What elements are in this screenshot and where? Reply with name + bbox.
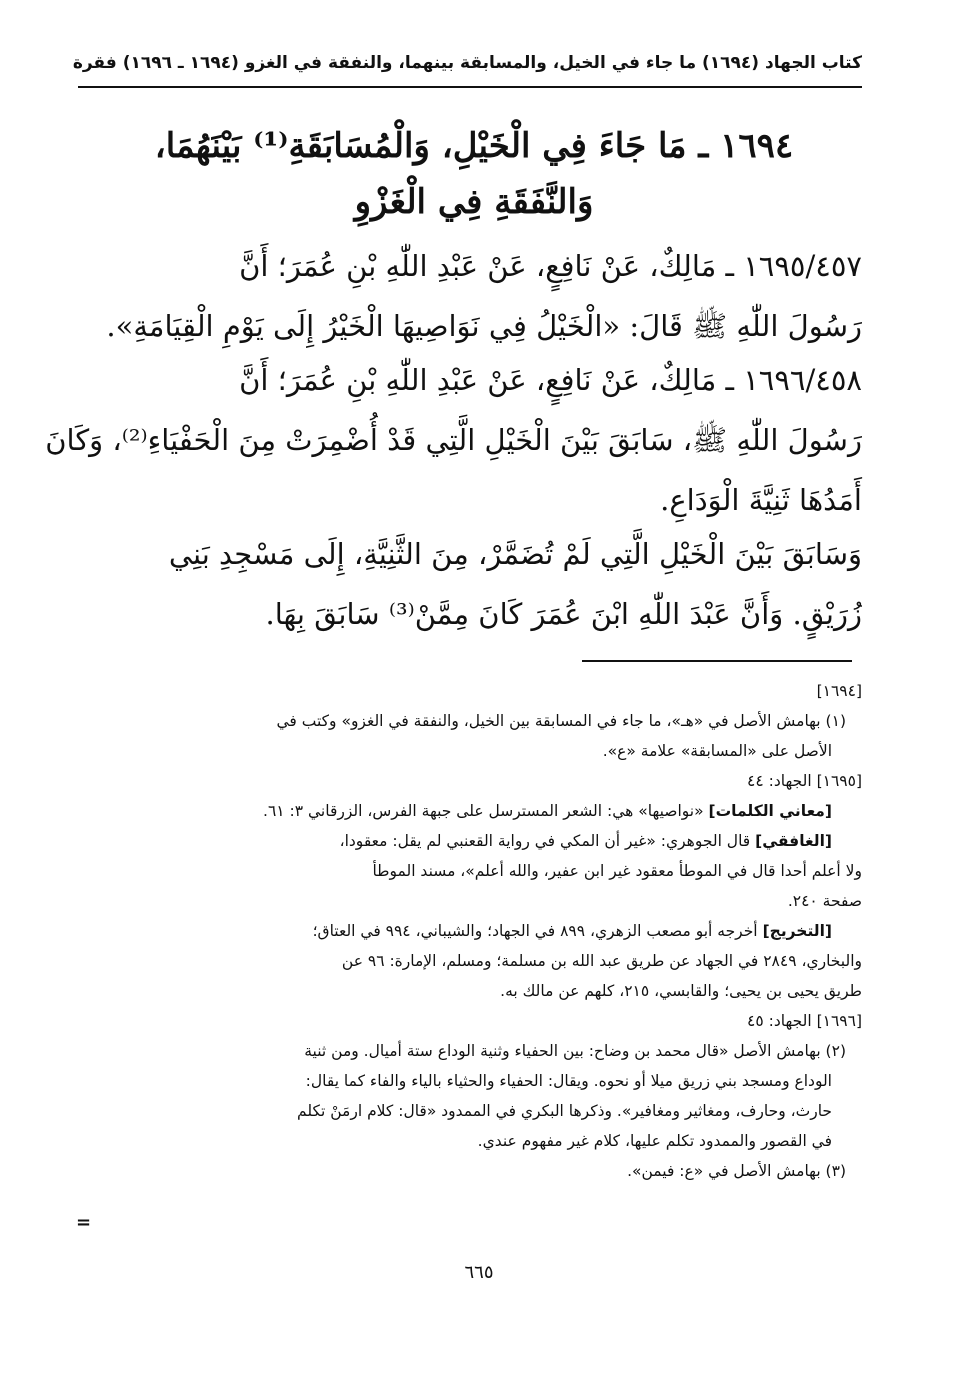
hadith-1695-line-2: رَسُولَ اللّٰهِ ﷺ قَالَ: «الْخَيْلُ فِي نَوَاصِيهَا الْخَيْرُ إِلَى يَوْمِ الْقِيَامَةِ». xyxy=(106,309,862,343)
takhrij-line xyxy=(76,916,862,946)
chapter-title xyxy=(80,118,868,230)
chapter-title-line-1: ١٦٩٤ ـ مَا جَاءَ فِي الْخَيْلِ، وَالْمُسَابَقَةِ⁽¹⁾ بَيْنَهُمَا، xyxy=(154,126,794,166)
maani-tag: [معاني الكلمات] xyxy=(708,802,832,820)
footnote-divider xyxy=(582,660,852,662)
ghafiqi-line xyxy=(76,826,862,856)
ref-1694: [١٦٩٤] xyxy=(816,682,862,700)
hadith-1696-cont-line-2: زُرَيْقٍ. وَأَنَّ عَبْدَ اللّٰهِ ابْنَ عُمَرَ كَانَ مِمَّنْ⁽³⁾ سَابَقَ بِهَا. xyxy=(265,597,862,631)
ghafiqi-text: قال الجوهري: «غير أن المكي في رواية القعنبي لم يقل: معقودا، xyxy=(339,832,751,850)
ghafiqi-line-3: صفحة ٢٤٠. xyxy=(787,892,862,910)
maani-line xyxy=(76,796,862,826)
takhrij-text: أخرجه أبو مصعب الزهري، ٨٩٩ في الجهاد؛ والشيباني، ٩٩٤ في العتاق؛ xyxy=(312,922,758,940)
hadith-1696-line-3: أَمَدُهَا ثَنِيَّةَ الْوَدَاعِ. xyxy=(660,483,862,517)
hadith-1696-cont-line-1: وَسَابَقَ بَيْنَ الْخَيْلِ الَّتِي لَمْ تُضَمَّرْ، مِنَ الثَّنِيَّةِ، إِلَى مَسْجِدِ بَنِي xyxy=(168,537,862,571)
ref-1696: [١٦٩٦] الجهاد: ٤٥ xyxy=(747,1012,862,1030)
takhrij-line-2: والبخاري، ٢٨٤٩ في الجهاد عن طريق عبد الله بن مسلمة؛ ومسلم، الإمارة: ٩٦ عن xyxy=(341,952,862,970)
chapter-title-line-2: وَالنَّفَقَةِ فِي الْغَزْوِ xyxy=(354,182,594,222)
running-head: كتاب الجهاد (١٦٩٤) ما جاء في الخيل، والمسابقة بينهما، والنفقة في الغزو (١٦٩٤ ـ ١٦٩٦) فقرة xyxy=(78,40,862,88)
ghafiqi-tag: [الغافقي] xyxy=(755,832,832,850)
footnote-2-line-4: في القصور والممدود تكلم عليها، كلام غير مفهوم عندي. xyxy=(477,1132,832,1150)
footnote-2-line-2: الوداع ومسجد بني زريق ميلا أو نحوه. ويقال: الحفياء والحثياء بالياء والفاء كما يقال: xyxy=(305,1072,832,1090)
footnote-1-line-2: الأصل على «المسابقة» علامة «ع». xyxy=(602,742,832,760)
footnote-2-line-1: (٢) بهامش الأصل «قال محمد بن وضاح: بين الحفياء وثنية الوداع ستة أميال. ومن ثنية xyxy=(304,1042,846,1060)
ref-1695: [١٦٩٥] الجهاد: ٤٤ xyxy=(747,772,862,790)
hadith-1696-line-1: ١٦٩٦/٤٥٨ ـ مَالِكٌ، عَنْ نَافِعٍ، عَنْ عَبْدِ اللّٰهِ بْنِ عُمَرَ؛ أَنَّ xyxy=(239,363,862,397)
ghafiqi-line-2: ولا أعلم أحدا قال في الموطأ معقود غير ابن عفير، والله أعلم»، مسند الموطأ xyxy=(372,862,862,880)
footnotes xyxy=(76,676,862,1186)
footnote-2-line-3: حارث، وحارف، ومغاثير ومغافير». وذكرها البكري في الممدود «قال: كلام ارمَنْ تكلم xyxy=(297,1102,832,1120)
takhrij-line-3: طريق يحيى بن يحيى؛ والقابسي، ٢١٥، كلهم عن مالك به. xyxy=(500,982,862,1000)
footnote-3-line-1: (٣) بهامش الأصل في «ع: فيمن». xyxy=(627,1162,846,1180)
takhrij-tag: [التخريج] xyxy=(762,922,832,940)
page-number: ٦٦٥ xyxy=(464,1262,494,1283)
hadith-1695-line-1: ١٦٩٥/٤٥٧ ـ مَالِكٌ، عَنْ نَافِعٍ، عَنْ عَبْدِ اللّٰهِ بْنِ عُمَرَ؛ أَنَّ xyxy=(239,249,862,283)
footnote-1-line-1: (١) بهامش الأصل في «هـ»، ما جاء في المسابقة بين الخيل، والنفقة في الغزو» وكتب في xyxy=(276,712,846,730)
hadith-1696-continued xyxy=(80,524,862,644)
maani-text: «نواصيها» هي: الشعر المسترسل على جبهة الفرس، الزرقاني ٣: ٦١. xyxy=(263,802,704,820)
hadith-1696 xyxy=(45,350,862,530)
continuation-mark: = xyxy=(76,1212,92,1233)
hadith-1696-line-2: رَسُولَ اللّٰهِ ﷺ، سَابَقَ بَيْنَ الْخَيْلِ الَّتِي قَدْ أُضْمِرَتْ مِنَ الْحَفْيَاءِ⁽²⁾، وَكَانَ xyxy=(45,423,862,457)
hadith-1695 xyxy=(80,236,862,356)
